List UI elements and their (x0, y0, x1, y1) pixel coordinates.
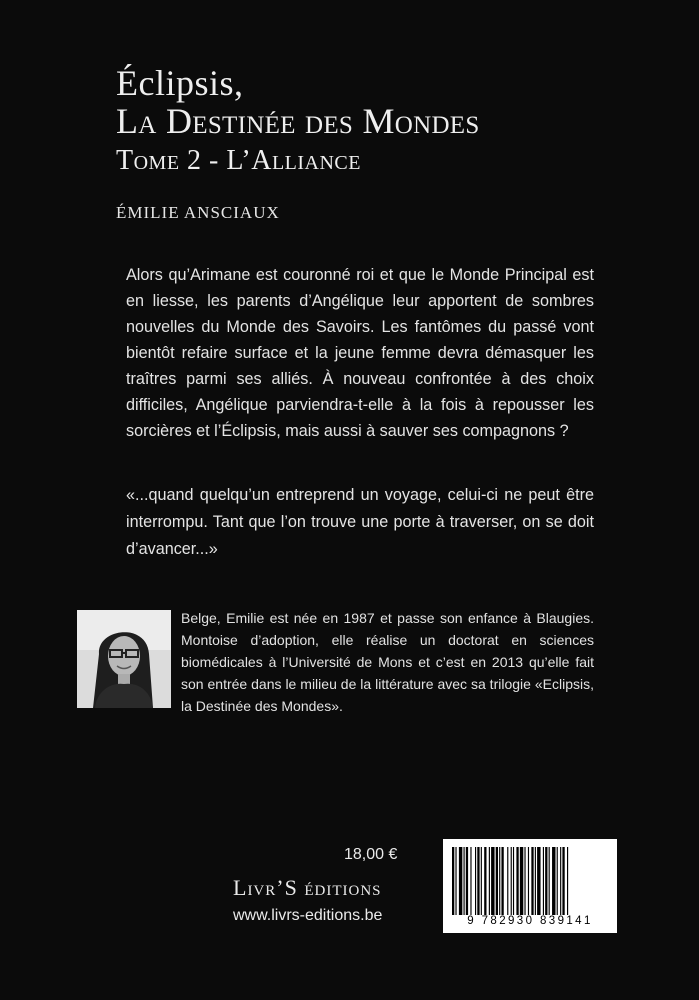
barcode-bar (520, 847, 523, 915)
barcode-bar (549, 847, 550, 915)
barcode-bar (511, 847, 512, 915)
publisher-name: Livr’S éditions (233, 875, 382, 900)
barcode-bar (491, 847, 494, 915)
barcode-bar (516, 847, 518, 915)
quote-text: «...quand quelqu’un entreprend un voyage, celui-ci ne peut être interrompu. Tant que l’on trouve une porte à traverser, on se doit d’avancer...» (126, 486, 594, 558)
barcode-bar (489, 847, 490, 915)
book-title-line-2: La Destinée des Mondes (116, 101, 480, 141)
barcode-icon (452, 847, 608, 915)
barcode-bar (501, 847, 503, 915)
barcode-bar (513, 847, 514, 915)
barcode-bar (537, 847, 540, 915)
author-name: ÉMILIE ANSCIAUX (116, 203, 280, 222)
barcode-bar (499, 847, 500, 915)
barcode-bar (484, 847, 486, 915)
barcode-bar (466, 847, 468, 915)
barcode-bar (543, 847, 544, 915)
isbn-number: 9 782930 839141 (467, 915, 593, 927)
barcode-bar (562, 847, 564, 915)
barcode-bar (524, 847, 525, 915)
book-volume-title: Tome 2 - L’Alliance (116, 145, 361, 176)
price-label: 18,00 € (344, 846, 398, 863)
barcode-bar (557, 847, 558, 915)
author-portrait-icon (77, 610, 171, 708)
barcode-bar (531, 847, 533, 915)
barcode-bar (560, 847, 561, 915)
barcode-bar (475, 847, 476, 915)
isbn-barcode (443, 839, 617, 933)
barcode-bar (477, 847, 479, 915)
book-title-line-1: Éclipsis, (116, 63, 244, 103)
publisher-website: www.livrs-editions.be (233, 907, 383, 924)
barcode-bar (507, 847, 508, 915)
barcode-bar (455, 847, 456, 915)
barcode-bar (481, 847, 482, 915)
author-bio: Belge, Emilie est née en 1987 et passe son enfance à Blaugies. Montoise d’adoption, elle réalise un doctorat en sciences biomédicales à l’Université de Mons et c’est en 2013 qu’elle fait son entrée dans le milieu de la littérature avec sa trilogie «Eclipsis, la Destinée des Mondes». (181, 610, 594, 714)
barcode-bar (552, 847, 555, 915)
author-photo (77, 610, 171, 708)
barcode-bar (567, 847, 568, 915)
barcode-bar (545, 847, 547, 915)
barcode-bar (452, 847, 454, 915)
barcode-bar (528, 847, 529, 915)
synopsis-text: Alors qu’Arimane est couronné roi et que le Monde Principal est en liesse, les parents d’Angélique leur apportent de sombres nouvelles du Monde des Savoirs. Les fantômes du passé vont bientôt refaire surface et la jeune femme devra démasquer les traîtres parmi ses alliés. À nouveau confrontée à des choix difficiles, Angélique parviendra-t-elle à la fois à repousser les sorcières et l’Éclipsis, mais aussi à sauver ses compagnons ? (126, 266, 594, 440)
barcode-bar (535, 847, 536, 915)
barcode-bar (496, 847, 498, 915)
barcode-bar (470, 847, 471, 915)
barcode-bar (459, 847, 462, 915)
barcode-bar (464, 847, 465, 915)
